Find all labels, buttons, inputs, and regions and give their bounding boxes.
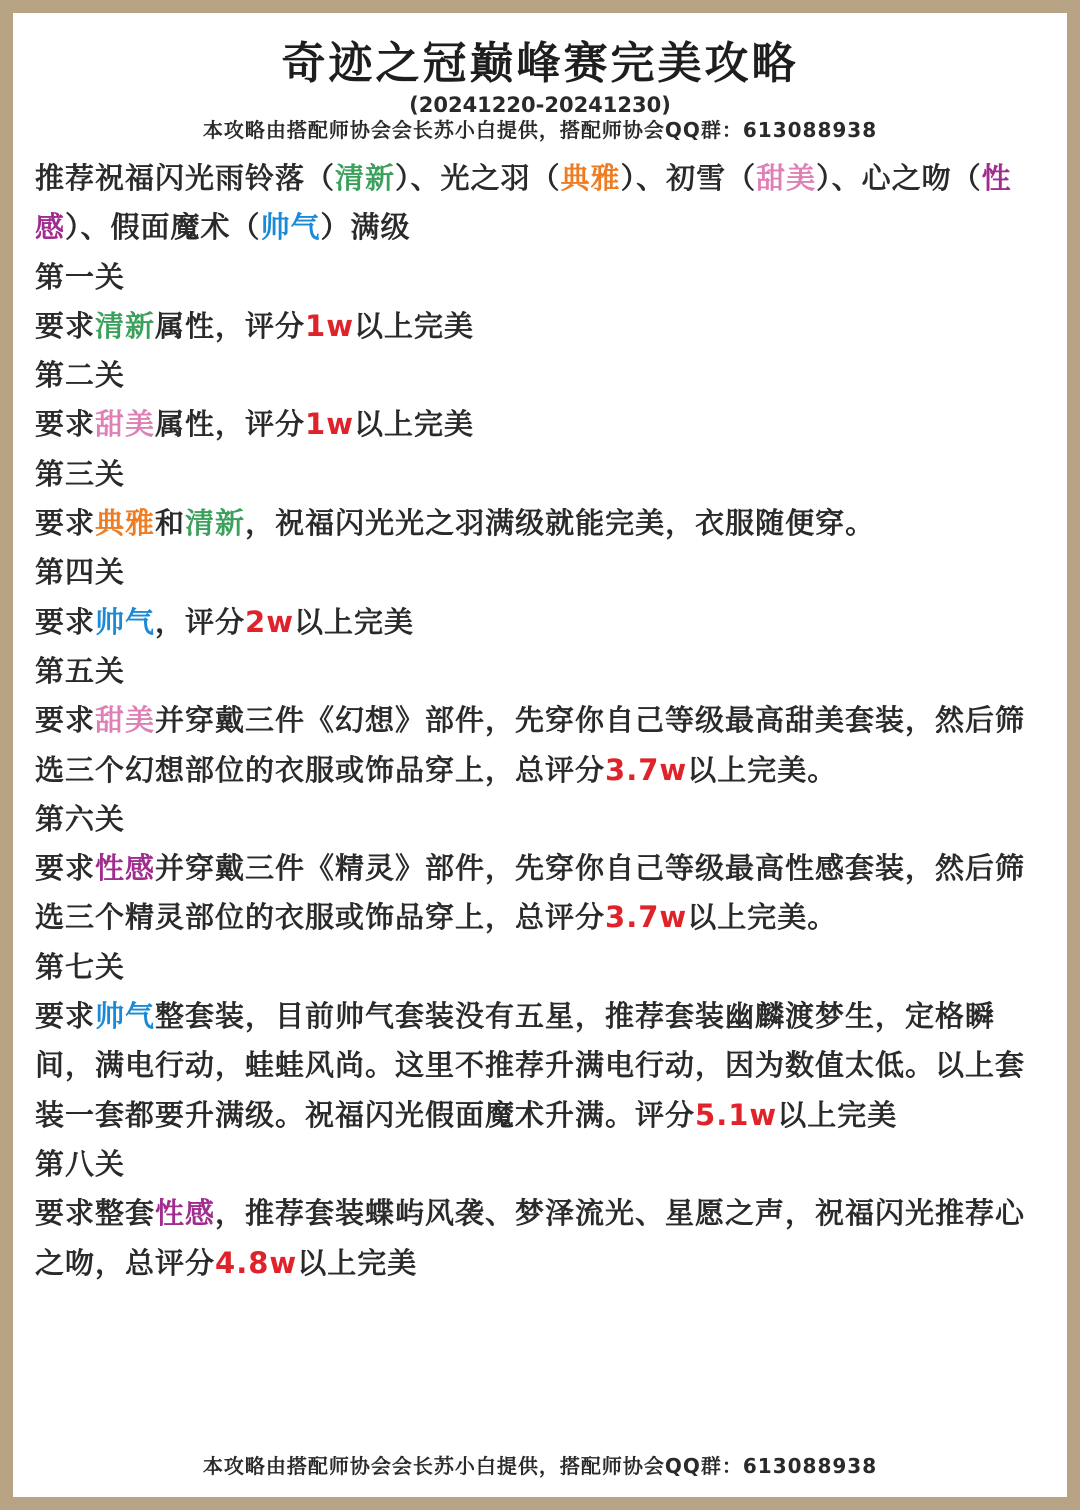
score-value: 3.7w	[605, 900, 688, 935]
guide-content	[35, 154, 1047, 1288]
req-text: 要求	[35, 308, 96, 343]
req-text: 整套装，目前帅气套装没有五星，推荐套装幽麟渡梦生，定格瞬间，满电行动，蛙蛙风尚。这里不推荐升满电行动，因为数值太低。以上套装一套都要升满级。祝福闪光假面魔术升满。评分	[35, 999, 1026, 1132]
level-heading: 第一关	[35, 259, 126, 294]
level-requirement	[35, 1189, 1047, 1288]
score-value: 1w	[305, 308, 355, 343]
score-value: 4.8w	[215, 1245, 298, 1280]
req-text: 要求	[35, 604, 96, 639]
req-text: 要求	[35, 407, 96, 442]
req-text: 要求	[35, 703, 96, 738]
style-tag-fresh: 清新	[95, 308, 156, 343]
req-text: 要求	[35, 851, 96, 886]
style-tag-sexy: 性感	[95, 851, 156, 886]
req-text: ，推荐套装蝶屿风袭、梦泽流光、星愿之声，祝福闪光推荐心之吻，总评分	[35, 1196, 1026, 1280]
req-text: 和	[155, 506, 186, 541]
req-text: 以上完美	[354, 407, 475, 442]
level-requirement	[35, 400, 1047, 449]
page-title: 奇迹之冠巅峰赛完美攻略	[281, 38, 799, 89]
score-value: 1w	[305, 407, 355, 442]
level-heading: 第七关	[35, 949, 126, 984]
req-text: 要求	[35, 999, 96, 1034]
level-requirement	[35, 844, 1047, 943]
level-heading: 第三关	[35, 456, 126, 491]
req-text: 以上完美。	[687, 900, 838, 935]
req-text: ，祝福闪光光之羽满级就能完美，衣服随便穿。	[245, 506, 876, 541]
intro-paragraph	[35, 154, 1047, 253]
level-requirement	[35, 992, 1047, 1140]
style-tag-cool: 帅气	[95, 604, 156, 639]
style-tag-sexy: 性感	[35, 161, 1012, 245]
req-text: 属性，评分	[155, 407, 306, 442]
header	[13, 13, 1067, 143]
score-value: 2w	[245, 604, 295, 639]
style-tag-sexy: 性感	[155, 1196, 216, 1231]
level-heading: 第四关	[35, 555, 126, 590]
req-text: 以上完美	[354, 308, 475, 343]
level-requirement	[35, 696, 1047, 795]
style-tag-sweet: 甜美	[95, 407, 156, 442]
level-heading: 第五关	[35, 653, 126, 688]
req-text: 以上完美	[294, 604, 415, 639]
level-requirement	[35, 598, 1047, 647]
footer-credit: 本攻略由搭配师协会会长苏小白提供，搭配师协会QQ群：613088938	[202, 1454, 878, 1478]
req-text: 以上完美	[297, 1245, 418, 1280]
score-value: 3.7w	[605, 752, 688, 787]
intro-text: ）、心之吻（	[816, 161, 982, 195]
level-heading: 第六关	[35, 801, 126, 836]
req-text: 以上完美	[777, 1097, 898, 1132]
style-tag-fresh: 清新	[185, 506, 246, 541]
intro-text: ）满级	[320, 210, 411, 245]
level-requirement	[35, 499, 1047, 548]
header-credit: 本攻略由搭配师协会会长苏小白提供，搭配师协会QQ群：613088938	[202, 118, 878, 142]
req-text: 以上完美。	[687, 752, 838, 787]
req-text: ，评分	[155, 604, 246, 639]
req-text: 要求整套	[35, 1196, 156, 1231]
req-text: 并穿戴三件《精灵》部件，先穿你自己等级最高性感套装，然后筛选三个精灵部位的衣服或饰品穿上，总评分	[35, 851, 1026, 935]
level-requirement	[35, 302, 1047, 351]
style-tag-cool: 帅气	[260, 210, 321, 245]
guide-card	[13, 13, 1067, 1497]
intro-text: ）、假面魔术（	[65, 210, 261, 245]
level-heading: 第八关	[35, 1146, 126, 1181]
score-value: 5.1w	[695, 1097, 778, 1132]
req-text: 属性，评分	[155, 308, 306, 343]
intro-text: ）、光之羽（	[395, 161, 561, 195]
req-text: 并穿戴三件《幻想》部件，先穿你自己等级最高甜美套装，然后筛选三个幻想部位的衣服或饰品穿上，总评分	[35, 703, 1026, 787]
style-tag-sweet: 甜美	[756, 161, 817, 195]
style-tag-elegant: 典雅	[95, 506, 156, 541]
req-text: 要求	[35, 506, 96, 541]
date-range: (20241220-20241230)	[409, 93, 671, 117]
intro-text: ）、初雪（	[620, 161, 757, 195]
level-heading: 第二关	[35, 358, 126, 393]
style-tag-fresh: 清新	[335, 161, 396, 195]
style-tag-sweet: 甜美	[95, 703, 156, 738]
intro-text: 推荐祝福闪光雨铃落（	[35, 161, 336, 195]
style-tag-cool: 帅气	[95, 999, 156, 1034]
style-tag-elegant: 典雅	[560, 161, 621, 195]
